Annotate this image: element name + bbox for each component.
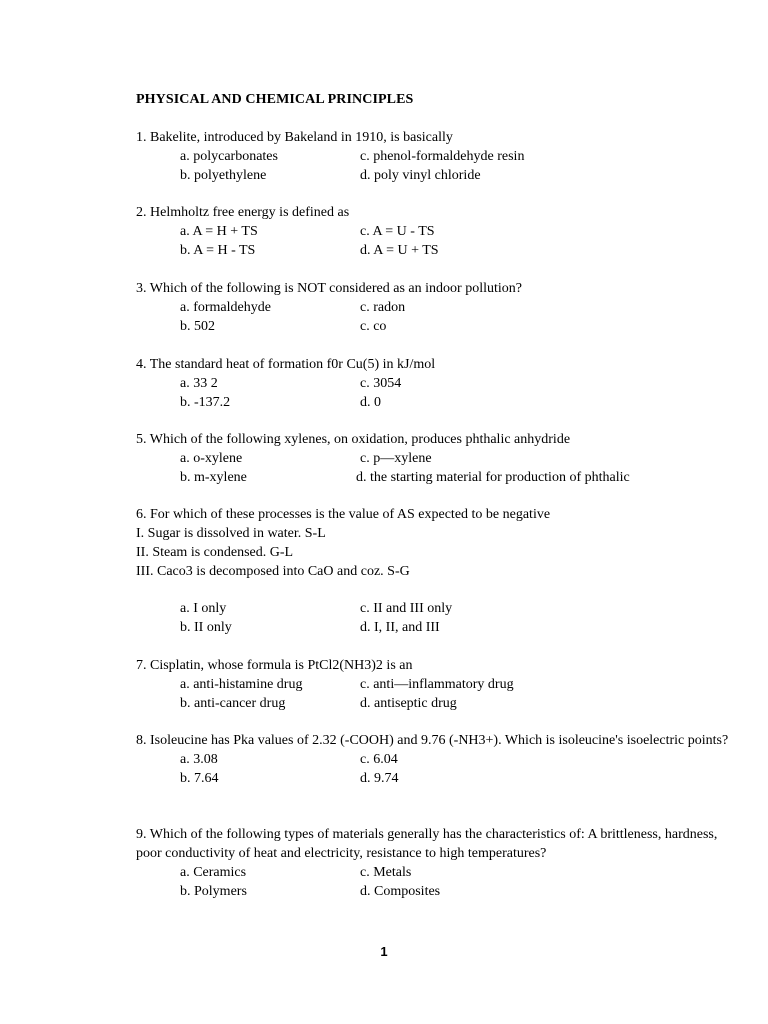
option-row	[136, 147, 736, 166]
option-row	[136, 166, 736, 185]
option-c: c. radon	[360, 300, 406, 315]
option-row	[136, 618, 736, 637]
option-row	[136, 241, 736, 260]
question-2	[136, 203, 736, 260]
question-stem: 4. The standard heat of formation f0r Cu(5) in kJ/mol	[136, 357, 436, 372]
question-6	[136, 505, 736, 637]
option-a: a. I only	[180, 601, 227, 616]
option-d: d. Composites	[360, 884, 441, 899]
question-4	[136, 355, 736, 412]
option-a: a. anti-histamine drug	[180, 677, 303, 692]
option-a: a. Ceramics	[180, 865, 247, 880]
option-c: c. anti—inflammatory drug	[360, 677, 514, 692]
option-d: d. poly vinyl chloride	[360, 168, 481, 183]
option-a: a. A = H + TS	[180, 224, 258, 239]
option-row	[136, 694, 736, 713]
page-title: PHYSICAL AND CHEMICAL PRINCIPLES	[136, 92, 414, 107]
option-row	[136, 675, 736, 694]
question-3	[136, 279, 736, 336]
option-d: d. the starting material for production of phthalic	[356, 470, 630, 485]
option-d: d. A = U + TS	[360, 243, 439, 258]
question-7	[136, 656, 736, 713]
page-number: 1	[380, 944, 388, 959]
option-b: b. polyethylene	[180, 168, 267, 183]
option-b: b. m-xylene	[180, 470, 247, 485]
question-stem: 5. Which of the following xylenes, on oxidation, produces phthalic anhydride	[136, 432, 571, 447]
option-b: b. 502	[180, 319, 215, 334]
option-c: c. A = U - TS	[360, 224, 435, 239]
question-stem: 7. Cisplatin, whose formula is PtCl2(NH3)2 is an	[136, 658, 413, 673]
option-a: a. 3.08	[180, 752, 218, 767]
option-d: d. 9.74	[360, 771, 399, 786]
option-b: b. II only	[180, 620, 232, 635]
statement-1: I. Sugar is dissolved in water. S-L	[136, 526, 326, 541]
option-a: a. 33 2	[180, 376, 218, 391]
option-b: b. anti-cancer drug	[180, 696, 286, 711]
option-row	[136, 882, 736, 901]
question-9	[136, 825, 736, 901]
question-stem: 1. Bakelite, introduced by Bakeland in 1910, is basically	[136, 130, 453, 145]
option-row	[136, 750, 736, 769]
option-row	[136, 599, 736, 618]
option-d: d. antiseptic drug	[360, 696, 457, 711]
question-1	[136, 128, 736, 185]
option-row	[136, 298, 736, 317]
option-row	[136, 769, 736, 788]
question-stem: 9. Which of the following types of materials generally has the characteristics of: A brittleness, hardness, poor conductivity of heat and electricity, resistance to high temperatures?	[136, 827, 718, 861]
option-d: d. I, II, and III	[360, 620, 440, 635]
option-row	[136, 449, 736, 468]
option-row	[136, 468, 736, 487]
option-c: c. p—xylene	[360, 451, 432, 466]
option-c: c. phenol-formaldehyde resin	[360, 149, 525, 164]
statement-2: II. Steam is condensed. G-L	[136, 545, 294, 560]
question-stem: 8. Isoleucine has Pka values of 2.32 (-COOH) and 9.76 (-NH3+). Which is isoleucine's isoelectric points?	[136, 733, 729, 748]
option-d: c. co	[360, 319, 387, 334]
option-row	[136, 222, 736, 241]
option-row	[136, 374, 736, 393]
option-row	[136, 863, 736, 882]
option-a: a. o-xylene	[180, 451, 243, 466]
option-a: a. polycarbonates	[180, 149, 278, 164]
option-c: c. 3054	[360, 376, 402, 391]
question-5	[136, 430, 736, 487]
question-stem: 6. For which of these processes is the value of AS expected to be negative	[136, 507, 551, 522]
option-d: d. 0	[360, 395, 381, 410]
option-b: b. Polymers	[180, 884, 247, 899]
option-c: c. 6.04	[360, 752, 398, 767]
option-row	[136, 393, 736, 412]
statement-3: III. Caco3 is decomposed into CaO and coz. S-G	[136, 564, 410, 579]
question-8	[136, 731, 736, 788]
option-a: a. formaldehyde	[180, 300, 271, 315]
option-row	[136, 317, 736, 336]
option-b: b. -137.2	[180, 395, 231, 410]
option-b: b. 7.64	[180, 771, 219, 786]
question-stem: 3. Which of the following is NOT considered as an indoor pollution?	[136, 281, 522, 296]
option-c: c. II and III only	[360, 601, 453, 616]
option-b: b. A = H - TS	[180, 243, 256, 258]
question-stem: 2. Helmholtz free energy is defined as	[136, 205, 350, 220]
option-c: c. Metals	[360, 865, 412, 880]
